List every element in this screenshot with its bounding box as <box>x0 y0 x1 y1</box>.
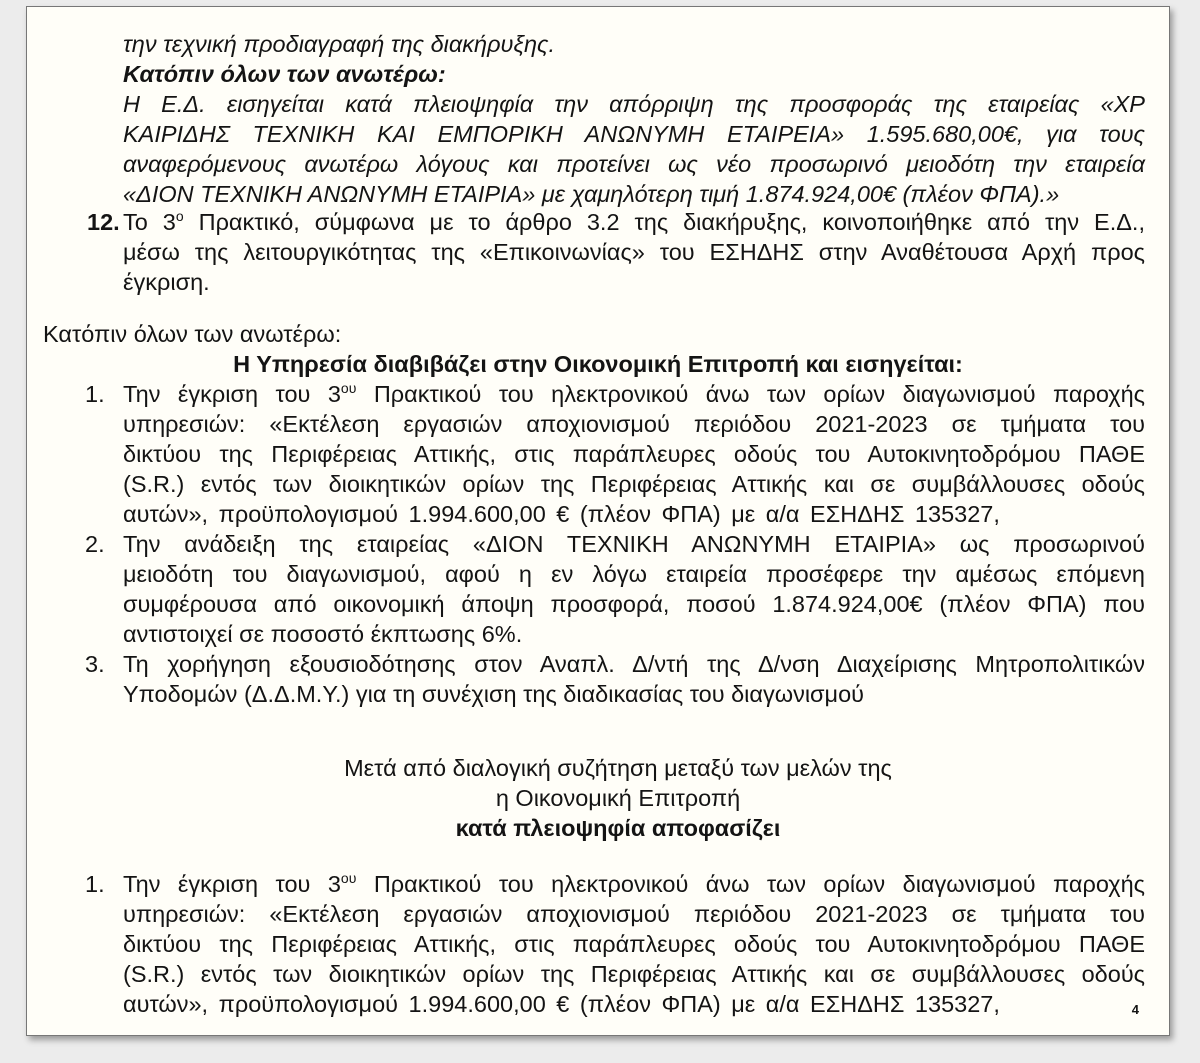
item-number: 2. <box>85 531 105 557</box>
continuation-paragraph-line: αναφερόμενους ανωτέρω λόγους και προτείνει ως νέο προσωρινό μειοδότη την εταιρεία <box>123 151 1145 177</box>
item12-line <box>123 207 1145 237</box>
decision-line <box>123 869 1145 899</box>
item-number: 1. <box>85 871 105 897</box>
continuation-line: την τεχνική προδιαγραφή της διακήρυξης. <box>123 31 555 57</box>
item-number: 3. <box>85 651 105 677</box>
decision-line: υπηρεσιών: «Εκτέλεση εργασιών αποχιονισμού περιόδου 2021-2023 σε τμήματα του <box>123 901 1145 927</box>
continuation-heading: Κατόπιν όλων των ανωτέρω: <box>123 61 446 87</box>
document-page <box>26 6 1170 1036</box>
proposal-line: αυτών», προϋπολογισμού 1.994.600,00 € (πλέον ΦΠΑ) με α/α ΕΣΗΔΗΣ 135327, <box>123 501 1000 527</box>
proposal-line: αντιστοιχεί σε ποσοστό έκπτωσης 6%. <box>123 621 523 647</box>
item12-line: έγκριση. <box>123 269 210 295</box>
item-number: 12. <box>87 209 120 235</box>
proposal-line: μειοδότη του διαγωνισμού, αφού η εν λόγω εταιρεία προσέφερε την αμέσως επόμενη <box>123 561 1145 587</box>
proposal-line <box>123 379 1145 409</box>
proposal-line: (S.R.) εντός των διοικητικών ορίων της Περιφέρειας Αττικής και σε συμβάλλουσες οδούς <box>123 471 1145 497</box>
decision-line: (S.R.) εντός των διοικητικών ορίων της Περιφέρειας Αττικής και σε συμβάλλουσες οδούς <box>123 961 1145 987</box>
superscript: ου <box>340 870 357 886</box>
discussion-line: Μετά από διαλογική συζήτηση μεταξύ των μελών της <box>344 755 892 781</box>
service-heading: Η Υπηρεσία διαβιβάζει στην Οικονομική Επιτροπή και εισηγείται: <box>233 351 963 377</box>
continuation-paragraph-line: «ΔΙΟΝ ΤΕΧΝΙΚΗ ΑΝΩΝΥΜΗ ΕΤΑΙΡΙΑ» με χαμηλότερη τιμή 1.874.924,00€ (πλέον ΦΠΑ).» <box>123 181 1060 207</box>
page-number: 4 <box>1131 1002 1139 1017</box>
item12-line: μέσω της λειτουργικότητας της «Επικοινωνίας» του ΕΣΗΔΗΣ στην Αναθέτουσα Αρχή προς <box>123 239 1145 265</box>
continuation-paragraph-line: ΚΑΙΡΙΔΗΣ ΤΕΧΝΙΚΗ ΚΑΙ ΕΜΠΟΡΙΚΗ ΑΝΩΝΥΜΗ ΕΤΑΙΡΕΙΑ» 1.595.680,00€, για τους <box>123 121 1145 147</box>
proposal-line: δικτύου της Περιφέρειας Αττικής, στις παράπλευρες οδούς του Αυτοκινητοδρόμου ΠΑΘΕ <box>123 441 1145 467</box>
proposal-text: Την έγκριση του 3 <box>123 381 341 407</box>
proposal-text: Πρακτικού του ηλεκτρονικού άνω των ορίων διαγωνισμού παροχής <box>356 381 1146 407</box>
discussion-line: η Οικονομική Επιτροπή <box>495 785 741 811</box>
continuation-paragraph-line: Η Ε.Δ. εισηγείται κατά πλειοψηφία την απόρριψη της προσφοράς της εταιρείας «ΧΡ <box>123 91 1145 117</box>
proposal-line: Την ανάδειξη της εταιρείας «ΔΙΟΝ ΤΕΧΝΙΚΗ ΑΝΩΝΥΜΗ ΕΤΑΙΡΙΑ» ως προσωρινού <box>123 531 1145 557</box>
decision-heading: κατά πλειοψηφία αποφασίζει <box>455 815 781 841</box>
proposal-line: Υποδομών (Δ.Δ.Μ.Υ.) για τη συνέχιση της διαδικασίας του διαγωνισμού <box>123 681 865 707</box>
superscript: ο <box>175 208 184 224</box>
decision-text: Την έγκριση του 3 <box>123 871 341 897</box>
decision-line: δικτύου της Περιφέρειας Αττικής, στις παράπλευρες οδούς του Αυτοκινητοδρόμου ΠΑΘΕ <box>123 931 1145 957</box>
proposal-line: συμφέρουσα από οικονομική άποψη προσφορά, ποσού 1.874.924,00€ (πλέον ΦΠΑ) που <box>123 591 1145 617</box>
proposal-line: υπηρεσιών: «Εκτέλεση εργασιών αποχιονισμού περιόδου 2021-2023 σε τμήματα του <box>123 411 1145 437</box>
superscript: ου <box>340 380 357 396</box>
proposal-line: Τη χορήγηση εξουσιοδότησης στον Αναπλ. Δ/ντή της Δ/νση Διαχείρισης Μητροπολιτικών <box>123 651 1145 677</box>
decision-text: Πρακτικού του ηλεκτρονικού άνω των ορίων διαγωνισμού παροχής <box>356 871 1146 897</box>
item12-text: Το 3 <box>123 209 176 235</box>
intro-text: Κατόπιν όλων των ανωτέρω: <box>43 321 342 347</box>
decision-line: αυτών», προϋπολογισμού 1.994.600,00 € (πλέον ΦΠΑ) με α/α ΕΣΗΔΗΣ 135327, <box>123 991 1000 1017</box>
item-number: 1. <box>85 381 105 407</box>
item12-text: Πρακτικό, σύμφωνα με το άρθρο 3.2 της διακήρυξης, κοινοποιήθηκε από την Ε.Δ., <box>183 209 1145 235</box>
